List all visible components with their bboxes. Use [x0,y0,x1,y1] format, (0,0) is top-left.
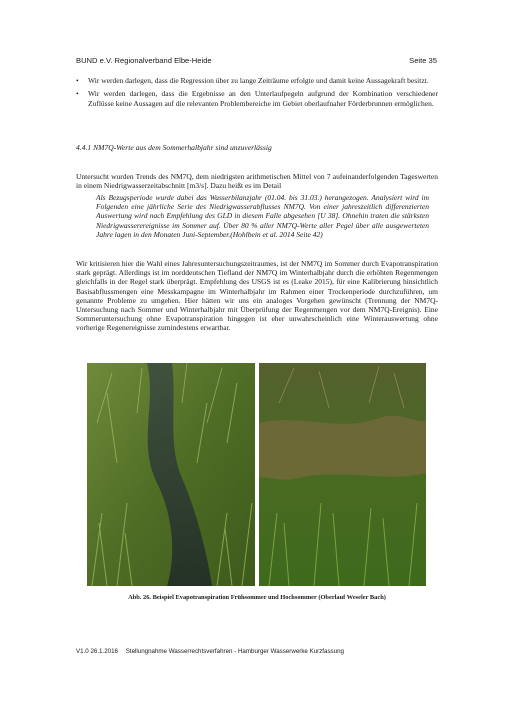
bullet-text: Wir werden darlegen, dass die Regression über zu lange Zeiträume erfolgte und damit keine Aussagekraft besitzt. [88,76,429,85]
page-footer [76,648,344,655]
bullet-text: Wir werden darlegen, dass die Ergebnisse an den Unterlaufpegeln aufgrund der Kombination verschiedener Zuflüsse keine Aussagen auf die relevanten Problembereiche im Gebiet oberlaufnaher Förderbrunnen ermöglichen. [88,89,438,108]
header-page-number: Seite 35 [409,56,437,65]
intro-paragraph: Untersucht wurden Trends des NM7Q, dem niedrigsten arithmetischen Mittel von 7 aufeinanderfolgenden Tageswerten in einem Niedrigwasserzeitabschnitt [m3/s]. Dazu heißt es im Detail [76,172,438,191]
photo-high-summer [259,363,426,586]
bullet-marker: • [76,76,79,85]
critique-paragraph: Wir kritisieren hier die Wahl eines Jahresuntersuchungszeitraumes, ist der NM7Q im Sommer durch Evapotranspiration stark geprägt. Allerdings ist im norddeutschen Tiefland der NM7Q im Winterhalbjahr durch die erhöhten Regenmengen gleichfalls in der Regel stark überprägt. Empfehlung des USGS ist es (Leake 2015), für eine Kalibrierung hinsichtlich Basisabflussmengen eine Messkampagne im Winterhalbjahr im Rahmen einer Trockenperiode durchzuführen, um genannte Probleme zu umgehen. Hier hätten wir uns ein analoges Vorgehen gewünscht (Trennung der NM7Q-Untersuchung nach Sommer und Winterhalbjahr mit Überprüfung der Regenmengen vor dem NM7Q-Ereignis). Eine Sommeruntersuchung ohne Evapotranspiration hingegen ist eher unwahrscheinlich eine Winterauswertung ohne vorherige Regenereignisse zumindestens erwartbar. [76,259,438,333]
bullet-item [76,76,438,85]
figure-photos [87,363,426,586]
bullet-item [76,89,438,108]
page-header [76,56,437,68]
block-quote: Als Bezugsperiode wurde dabei das Wasserbilanzjahr (01.04. bis 31.03.) herangezogen. Analysiert wird im Folgenden eine jährliche Serie des Niedrigwasserabflusses NM7Q. Von einer jahreszeitlich differenzierten Auswertung wird nach Empfehlung des GLD in diesem Falle abgesehen [U 38]. Ohnehin traten die stärksten Niedrigwasserereignisse im Sommer auf. Über 80 % aller NM7Q-Werte aller Pegel über alle ausgewerteten Jahre lagen in den Monaten Juni-September.(Hohlbein et al. 2014 Seite 42) [96,193,429,239]
header-organization: BUND e.V. Regionalverband Elbe-Heide [76,56,212,65]
section-heading: 4.4.1 NM7Q-Werte aus dem Sommerhalbjahr sind unzuverlässig [76,143,272,152]
photo-early-summer [87,363,255,586]
bullet-marker: • [76,89,79,99]
footer-title: Stellungnahme Wasserrechtsverfahren - Hamburger Wasserwerke Kurzfassung [125,648,344,655]
footer-version: V1.0 26.1.2016 [76,648,118,655]
bullet-list [76,76,438,112]
figure-caption: Abb. 26. Beispiel Evapotranspiration Frühsommer und Hochsommer (Oberlauf Weseler Bach) [128,594,386,601]
